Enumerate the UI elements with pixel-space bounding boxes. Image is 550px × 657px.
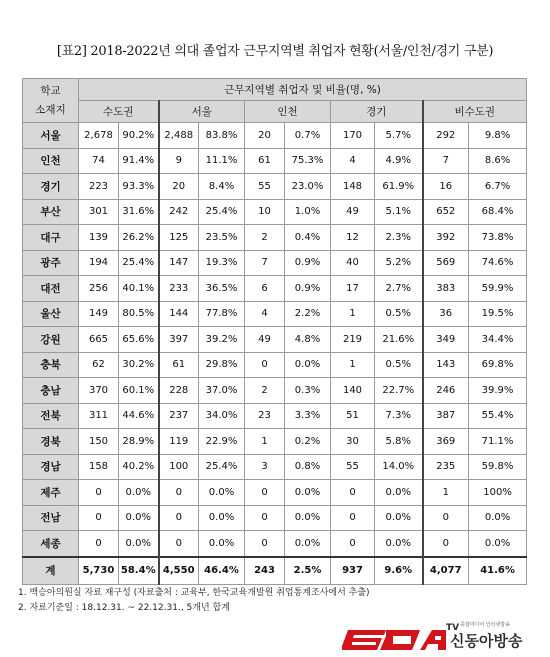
count-cell: 392	[423, 225, 469, 251]
ratio-cell: 65.6%	[119, 327, 159, 353]
ratio-cell: 68.4%	[469, 199, 527, 225]
count-cell: 256	[79, 276, 119, 302]
count-cell: 652	[423, 199, 469, 225]
count-cell: 62	[79, 352, 119, 378]
ratio-cell: 1.0%	[285, 199, 331, 225]
count-cell: 23	[245, 403, 285, 429]
ratio-cell: 90.2%	[119, 123, 159, 149]
count-cell: 20	[159, 174, 199, 200]
col-header-gyeonggi: 경기	[331, 101, 423, 123]
ratio-cell: 41.6%	[469, 557, 527, 585]
count-cell: 17	[331, 276, 375, 302]
ratio-cell: 75.3%	[285, 148, 331, 174]
group-header: 근무지역별 취업자 및 비율(명, %)	[79, 79, 527, 101]
ratio-cell: 0.0%	[119, 531, 159, 557]
total-row	[23, 557, 527, 585]
ratio-cell: 8.6%	[469, 148, 527, 174]
count-cell: 301	[79, 199, 119, 225]
count-cell: 665	[79, 327, 119, 353]
count-cell: 0	[331, 505, 375, 531]
count-cell: 6	[245, 276, 285, 302]
count-cell: 235	[423, 454, 469, 480]
count-cell: 61	[159, 352, 199, 378]
count-cell: 219	[331, 327, 375, 353]
ratio-cell: 0.4%	[285, 225, 331, 251]
ratio-cell: 0.3%	[285, 378, 331, 404]
count-cell: 2,678	[79, 123, 119, 149]
table-title: [표2] 2018-2022년 의대 졸업자 근무지역별 취업자 현황(서울/인천/경기 구분)	[56, 44, 494, 59]
count-cell: 0	[245, 480, 285, 506]
ratio-cell: 2.2%	[285, 301, 331, 327]
count-cell: 233	[159, 276, 199, 302]
ratio-cell: 0.9%	[285, 276, 331, 302]
ratio-cell: 39.9%	[469, 378, 527, 404]
count-cell: 397	[159, 327, 199, 353]
count-cell: 237	[159, 403, 199, 429]
count-cell: 74	[79, 148, 119, 174]
count-cell: 150	[79, 429, 119, 455]
count-cell: 0	[79, 480, 119, 506]
count-cell: 3	[245, 454, 285, 480]
count-cell: 51	[331, 403, 375, 429]
ratio-cell: 0.8%	[285, 454, 331, 480]
region-cell: 제주	[23, 480, 79, 506]
region-cell: 울산	[23, 301, 79, 327]
region-cell: 경북	[23, 429, 79, 455]
ratio-cell: 73.8%	[469, 225, 527, 251]
ratio-cell: 34.4%	[469, 327, 527, 353]
count-cell: 0	[245, 531, 285, 557]
count-cell: 292	[423, 123, 469, 149]
count-cell: 228	[159, 378, 199, 404]
ratio-cell: 21.6%	[375, 327, 423, 353]
count-cell: 9	[159, 148, 199, 174]
count-cell: 1	[331, 301, 375, 327]
count-cell: 148	[331, 174, 375, 200]
count-cell: 7	[245, 250, 285, 276]
count-cell: 30	[331, 429, 375, 455]
ratio-cell: 3.3%	[285, 403, 331, 429]
count-cell: 55	[245, 174, 285, 200]
table-row	[23, 250, 527, 276]
region-cell: 전북	[23, 403, 79, 429]
count-cell: 170	[331, 123, 375, 149]
ratio-cell: 46.4%	[199, 557, 245, 585]
broadcaster-logo	[342, 616, 538, 652]
count-cell: 147	[159, 250, 199, 276]
count-cell: 937	[331, 557, 375, 585]
region-cell: 계	[23, 557, 79, 585]
ratio-cell: 30.2%	[119, 352, 159, 378]
col-header-non-capital: 비수도권	[423, 101, 527, 123]
count-cell: 2,488	[159, 123, 199, 149]
ratio-cell: 0.0%	[469, 505, 527, 531]
region-cell: 충남	[23, 378, 79, 404]
region-cell: 서울	[23, 123, 79, 149]
region-cell: 경기	[23, 174, 79, 200]
count-cell: 0	[423, 505, 469, 531]
footnote-period: 2. 자료기준일 : 18.12.31. ~ 22.12.31., 5개년 합계	[18, 603, 230, 613]
ratio-cell: 93.3%	[119, 174, 159, 200]
count-cell: 100	[159, 454, 199, 480]
ratio-cell: 100%	[469, 480, 527, 506]
ratio-cell: 0.0%	[119, 480, 159, 506]
count-cell: 4	[245, 301, 285, 327]
region-header: 학교 소재지	[23, 79, 79, 123]
count-cell: 0	[423, 531, 469, 557]
ratio-cell: 0.0%	[285, 531, 331, 557]
region-cell: 강원	[23, 327, 79, 353]
ratio-cell: 5.7%	[375, 123, 423, 149]
ratio-cell: 0.0%	[199, 531, 245, 557]
col-header-incheon: 인천	[245, 101, 331, 123]
ratio-cell: 80.5%	[119, 301, 159, 327]
count-cell: 49	[331, 199, 375, 225]
region-cell: 대전	[23, 276, 79, 302]
count-cell: 144	[159, 301, 199, 327]
count-cell: 12	[331, 225, 375, 251]
ratio-cell: 0.0%	[285, 480, 331, 506]
ratio-cell: 28.9%	[119, 429, 159, 455]
ratio-cell: 0.0%	[469, 531, 527, 557]
ratio-cell: 22.7%	[375, 378, 423, 404]
ratio-cell: 40.2%	[119, 454, 159, 480]
col-header-seoul: 서울	[159, 101, 245, 123]
ratio-cell: 0.0%	[375, 531, 423, 557]
ratio-cell: 4.8%	[285, 327, 331, 353]
count-cell: 194	[79, 250, 119, 276]
count-cell: 0	[79, 505, 119, 531]
ratio-cell: 74.6%	[469, 250, 527, 276]
count-cell: 40	[331, 250, 375, 276]
table-row	[23, 378, 527, 404]
ratio-cell: 0.5%	[375, 301, 423, 327]
ratio-cell: 8.4%	[199, 174, 245, 200]
ratio-cell: 19.5%	[469, 301, 527, 327]
col-header-capital-area: 수도권	[79, 101, 159, 123]
logo-tv-text: TV	[446, 623, 460, 633]
ratio-cell: 0.2%	[285, 429, 331, 455]
ratio-cell: 9.6%	[375, 557, 423, 585]
count-cell: 0	[331, 531, 375, 557]
count-cell: 242	[159, 199, 199, 225]
count-cell: 140	[331, 378, 375, 404]
count-cell: 0	[159, 531, 199, 557]
ratio-cell: 7.3%	[375, 403, 423, 429]
table-row	[23, 429, 527, 455]
table-row	[23, 276, 527, 302]
ratio-cell: 0.0%	[375, 480, 423, 506]
ratio-cell: 40.1%	[119, 276, 159, 302]
table-row	[23, 148, 527, 174]
count-cell: 311	[79, 403, 119, 429]
ratio-cell: 39.2%	[199, 327, 245, 353]
ratio-cell: 0.0%	[375, 505, 423, 531]
ratio-cell: 19.3%	[199, 250, 245, 276]
table-row	[23, 327, 527, 353]
ratio-cell: 0.0%	[119, 505, 159, 531]
count-cell: 10	[245, 199, 285, 225]
ratio-cell: 37.0%	[199, 378, 245, 404]
table-row	[23, 199, 527, 225]
count-cell: 55	[331, 454, 375, 480]
ratio-cell: 25.4%	[199, 199, 245, 225]
ratio-cell: 26.2%	[119, 225, 159, 251]
logo-tagline: 종합미디어 인터넷방송	[460, 622, 510, 628]
ratio-cell: 23.0%	[285, 174, 331, 200]
count-cell: 61	[245, 148, 285, 174]
count-cell: 158	[79, 454, 119, 480]
ratio-cell: 34.0%	[199, 403, 245, 429]
count-cell: 383	[423, 276, 469, 302]
ratio-cell: 2.3%	[375, 225, 423, 251]
ratio-cell: 6.7%	[469, 174, 527, 200]
footnote-source: 1. 백승아의원실 자료 재구성 (자료출처 : 교육부, 한국교육개발원 취업통계조사에서 추출)	[18, 588, 370, 598]
count-cell: 243	[245, 557, 285, 585]
region-cell: 충북	[23, 352, 79, 378]
ratio-cell: 44.6%	[119, 403, 159, 429]
ratio-cell: 22.9%	[199, 429, 245, 455]
region-cell: 인천	[23, 148, 79, 174]
count-cell: 4,077	[423, 557, 469, 585]
table-row	[23, 531, 527, 557]
count-cell: 7	[423, 148, 469, 174]
table-row	[23, 480, 527, 506]
ratio-cell: 55.4%	[469, 403, 527, 429]
ratio-cell: 0.9%	[285, 250, 331, 276]
ratio-cell: 14.0%	[375, 454, 423, 480]
ratio-cell: 0.7%	[285, 123, 331, 149]
ratio-cell: 5.8%	[375, 429, 423, 455]
ratio-cell: 69.8%	[469, 352, 527, 378]
count-cell: 36	[423, 301, 469, 327]
ratio-cell: 2.7%	[375, 276, 423, 302]
ratio-cell: 91.4%	[119, 148, 159, 174]
ratio-cell: 0.0%	[199, 505, 245, 531]
region-cell: 대구	[23, 225, 79, 251]
ratio-cell: 0.0%	[285, 352, 331, 378]
ratio-cell: 0.5%	[375, 352, 423, 378]
table-row	[23, 403, 527, 429]
count-cell: 4	[331, 148, 375, 174]
count-cell: 125	[159, 225, 199, 251]
table-row	[23, 505, 527, 531]
ratio-cell: 4.9%	[375, 148, 423, 174]
count-cell: 0	[245, 505, 285, 531]
count-cell: 16	[423, 174, 469, 200]
ratio-cell: 60.1%	[119, 378, 159, 404]
table-row	[23, 352, 527, 378]
ratio-cell: 83.8%	[199, 123, 245, 149]
region-cell: 세종	[23, 531, 79, 557]
table-row	[23, 225, 527, 251]
ratio-cell: 11.1%	[199, 148, 245, 174]
count-cell: 20	[245, 123, 285, 149]
count-cell: 387	[423, 403, 469, 429]
region-cell: 경남	[23, 454, 79, 480]
count-cell: 2	[245, 225, 285, 251]
region-cell: 부산	[23, 199, 79, 225]
count-cell: 1	[245, 429, 285, 455]
count-cell: 2	[245, 378, 285, 404]
ratio-cell: 9.8%	[469, 123, 527, 149]
ratio-cell: 71.1%	[469, 429, 527, 455]
count-cell: 119	[159, 429, 199, 455]
logo-name-text: 신동아방송	[450, 632, 523, 650]
count-cell: 369	[423, 429, 469, 455]
ratio-cell: 25.4%	[119, 250, 159, 276]
table-row	[23, 301, 527, 327]
sda-logo-icon	[342, 616, 538, 652]
ratio-cell: 58.4%	[119, 557, 159, 585]
count-cell: 0	[79, 531, 119, 557]
footnotes	[18, 586, 370, 616]
count-cell: 0	[159, 480, 199, 506]
count-cell: 1	[331, 352, 375, 378]
count-cell: 246	[423, 378, 469, 404]
ratio-cell: 61.9%	[375, 174, 423, 200]
ratio-cell: 2.5%	[285, 557, 331, 585]
count-cell: 139	[79, 225, 119, 251]
count-cell: 370	[79, 378, 119, 404]
ratio-cell: 25.4%	[199, 454, 245, 480]
ratio-cell: 23.5%	[199, 225, 245, 251]
count-cell: 5,730	[79, 557, 119, 585]
count-cell: 1	[423, 480, 469, 506]
count-cell: 223	[79, 174, 119, 200]
table-row	[23, 123, 527, 149]
count-cell: 4,550	[159, 557, 199, 585]
count-cell: 149	[79, 301, 119, 327]
ratio-cell: 31.6%	[119, 199, 159, 225]
count-cell: 349	[423, 327, 469, 353]
ratio-cell: 59.9%	[469, 276, 527, 302]
ratio-cell: 0.0%	[285, 505, 331, 531]
count-cell: 569	[423, 250, 469, 276]
employment-table	[22, 78, 527, 585]
ratio-cell: 5.1%	[375, 199, 423, 225]
count-cell: 0	[159, 505, 199, 531]
table-row	[23, 454, 527, 480]
count-cell: 0	[245, 352, 285, 378]
ratio-cell: 36.5%	[199, 276, 245, 302]
table-row	[23, 174, 527, 200]
ratio-cell: 0.0%	[199, 480, 245, 506]
ratio-cell: 5.2%	[375, 250, 423, 276]
ratio-cell: 59.8%	[469, 454, 527, 480]
count-cell: 143	[423, 352, 469, 378]
region-cell: 전남	[23, 505, 79, 531]
ratio-cell: 29.8%	[199, 352, 245, 378]
count-cell: 0	[331, 480, 375, 506]
region-cell: 광주	[23, 250, 79, 276]
count-cell: 49	[245, 327, 285, 353]
ratio-cell: 77.8%	[199, 301, 245, 327]
